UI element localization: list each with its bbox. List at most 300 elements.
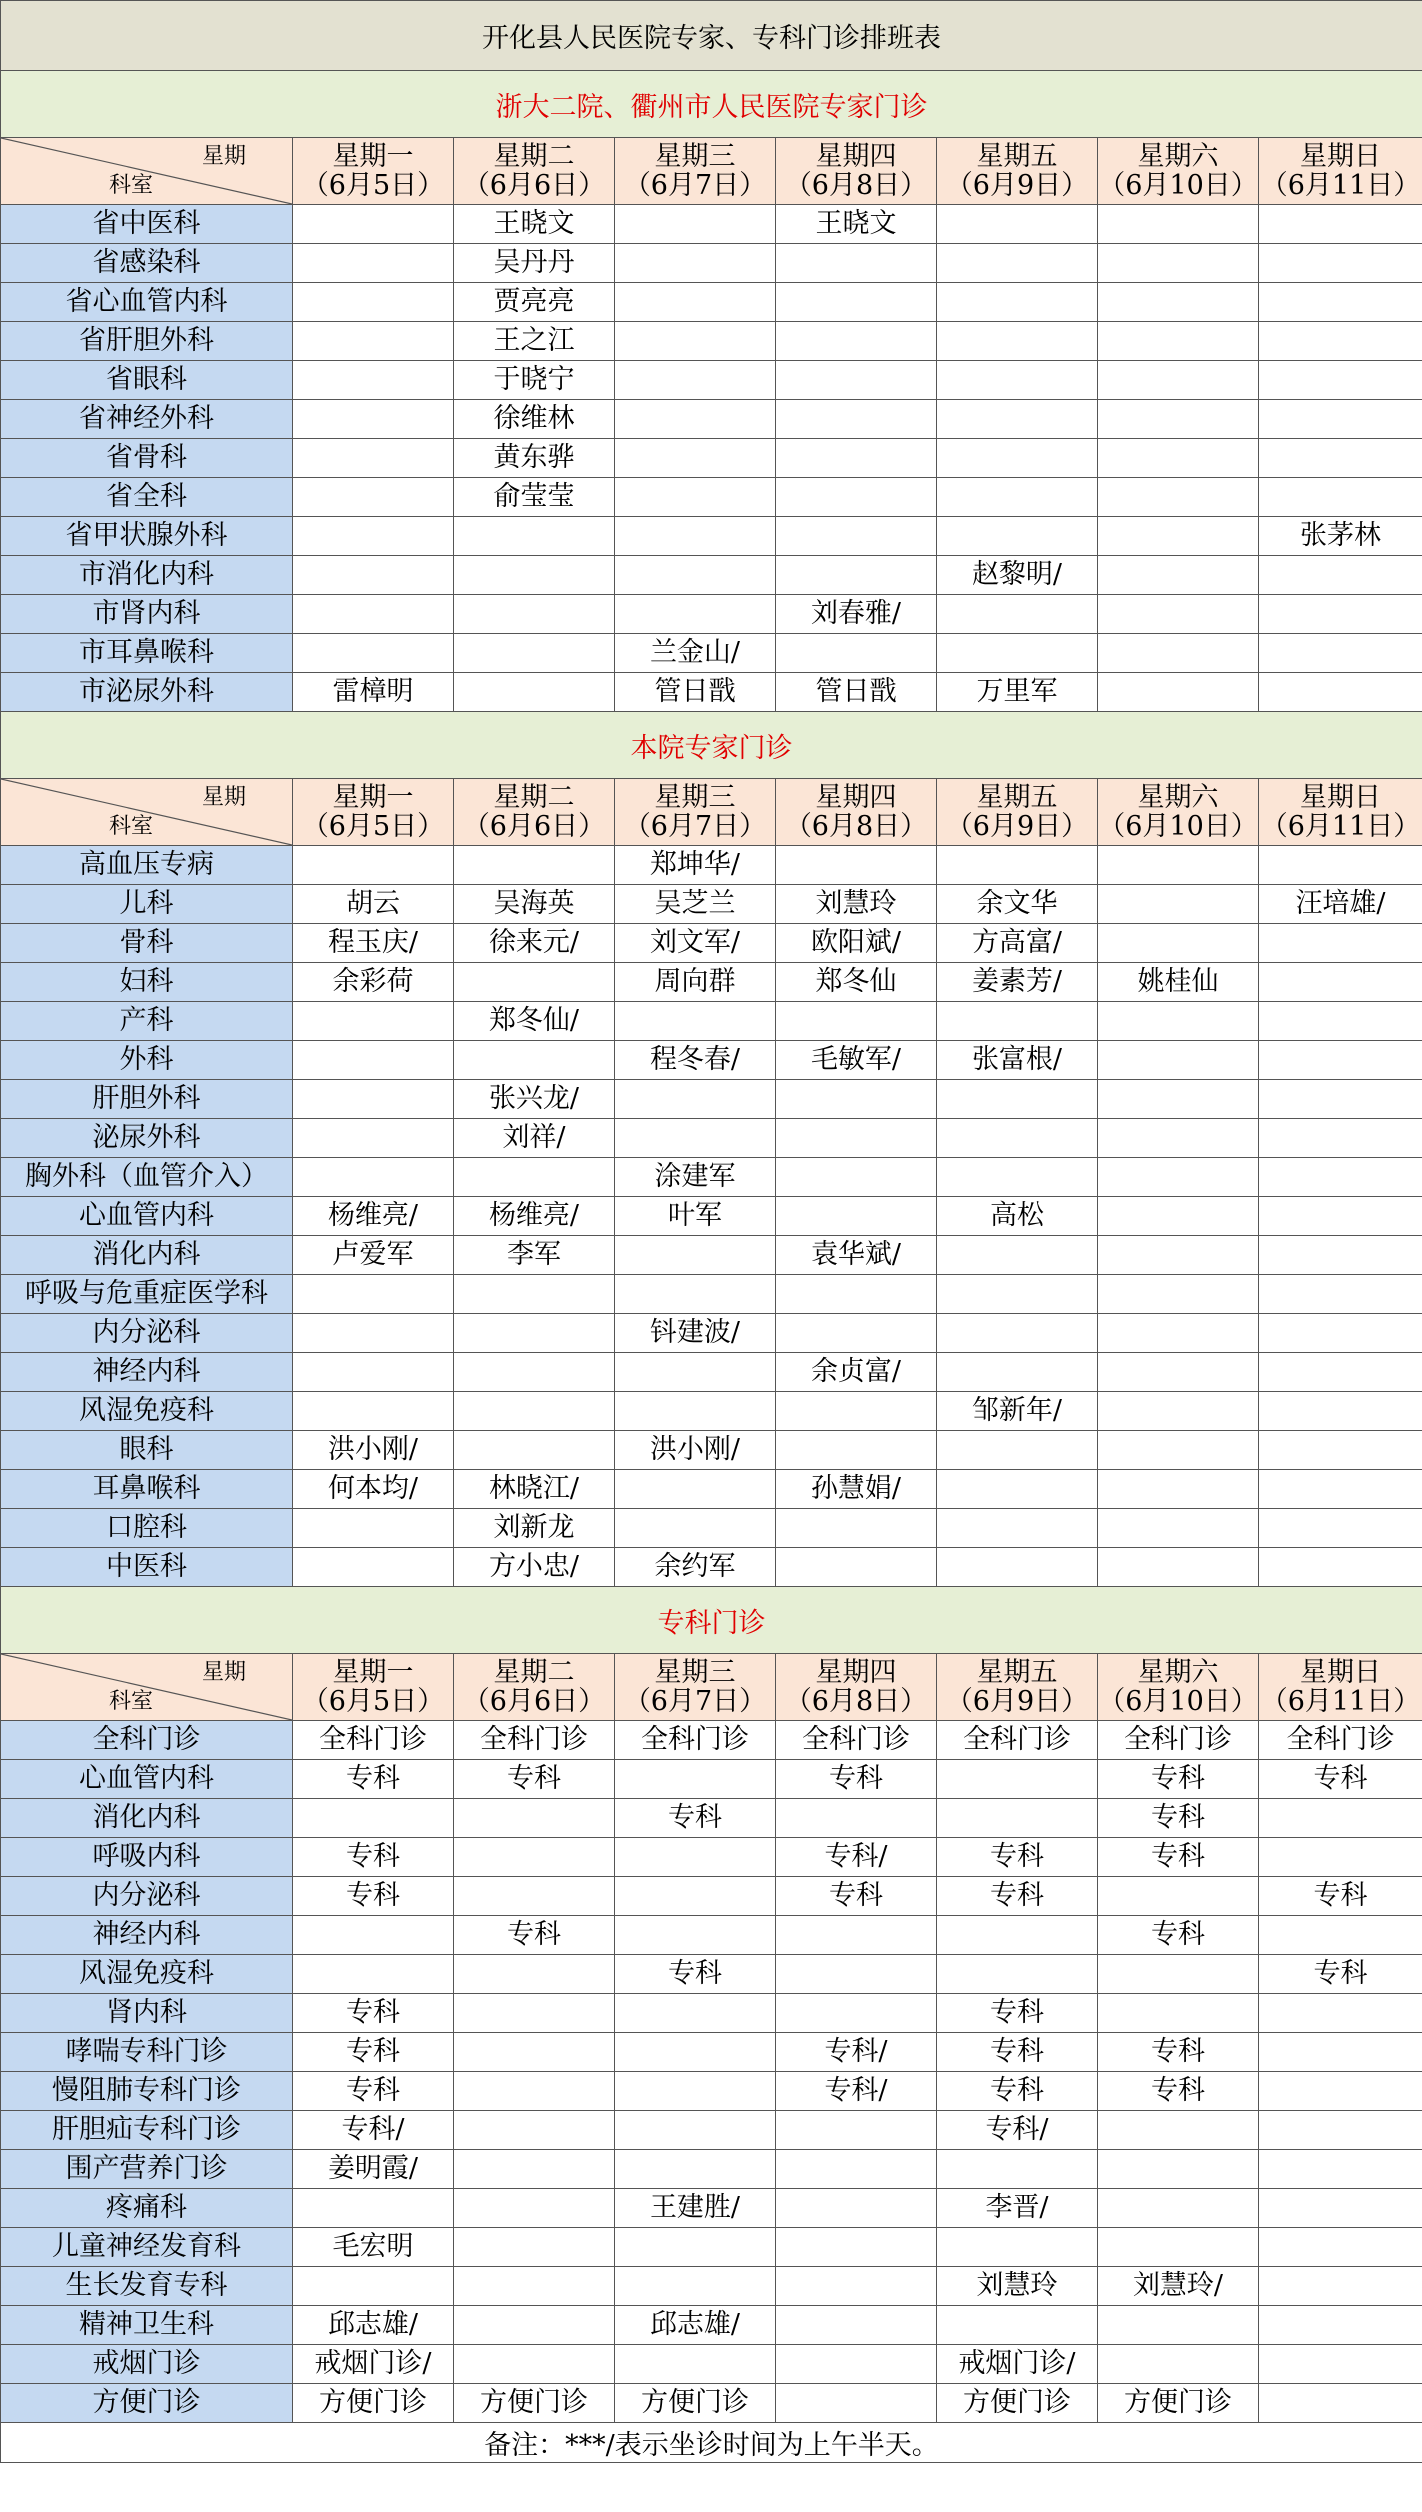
schedule-cell — [454, 1158, 615, 1197]
schedule-cell — [776, 2189, 937, 2228]
schedule-cell — [454, 2150, 615, 2189]
schedule-cell — [454, 1955, 615, 1994]
schedule-cell: 全科门诊 — [454, 1721, 615, 1760]
schedule-cell: 邱志雄/ — [293, 2306, 454, 2345]
schedule-cell — [454, 634, 615, 673]
schedule-cell: 全科门诊 — [776, 1721, 937, 1760]
schedule-cell: 专科 — [1259, 1955, 1422, 1994]
schedule-cell: 姜素芳/ — [937, 963, 1098, 1002]
schedule-cell — [454, 1877, 615, 1916]
schedule-cell: 专科 — [1259, 1760, 1422, 1799]
schedule-cell — [1098, 1314, 1259, 1353]
schedule-cell: 方便门诊 — [937, 2384, 1098, 2423]
schedule-cell — [1259, 439, 1422, 478]
schedule-cell — [293, 1314, 454, 1353]
schedule-cell — [615, 2345, 776, 2384]
schedule-cell: 方便门诊 — [454, 2384, 615, 2423]
schedule-cell: 专科/ — [776, 2033, 937, 2072]
schedule-cell: 余文华 — [937, 885, 1098, 924]
schedule-cell — [776, 244, 937, 283]
schedule-cell — [776, 361, 937, 400]
day-header — [615, 1654, 776, 1721]
schedule-cell — [1098, 1041, 1259, 1080]
dept-cell: 省肝胆外科 — [1, 322, 293, 361]
day-header — [1098, 138, 1259, 205]
schedule-cell: 徐来元/ — [454, 924, 615, 963]
dept-cell: 中医科 — [1, 1548, 293, 1587]
schedule-cell — [776, 1158, 937, 1197]
schedule-cell: 专科/ — [293, 2111, 454, 2150]
schedule-cell: 戒烟门诊/ — [293, 2345, 454, 2384]
schedule-cell — [776, 517, 937, 556]
table-row — [1, 2345, 1422, 2384]
day-header — [937, 779, 1098, 846]
schedule-cell: 姚桂仙 — [1098, 963, 1259, 1002]
schedule-cell — [293, 244, 454, 283]
dept-cell: 妇科 — [1, 963, 293, 1002]
schedule-cell: 专科 — [454, 1760, 615, 1799]
schedule-cell — [615, 439, 776, 478]
day-name: 星期三 — [654, 782, 736, 813]
table-row — [1, 2228, 1422, 2267]
day-name: 星期日 — [1300, 141, 1381, 172]
schedule-cell — [1098, 1877, 1259, 1916]
schedule-cell — [937, 283, 1098, 322]
day-name: 星期五 — [976, 1657, 1058, 1688]
schedule-cell — [776, 322, 937, 361]
dept-cell: 心血管内科 — [1, 1197, 293, 1236]
schedule-cell — [1098, 673, 1259, 712]
table-row — [1, 595, 1422, 634]
schedule-cell — [1259, 924, 1422, 963]
schedule-cell: 高松 — [937, 1197, 1098, 1236]
schedule-cell — [1098, 1158, 1259, 1197]
table-row — [1, 963, 1422, 1002]
schedule-cell — [615, 1877, 776, 1916]
dept-cell: 省眼科 — [1, 361, 293, 400]
schedule-cell — [293, 2189, 454, 2228]
schedule-cell — [1259, 361, 1422, 400]
schedule-cell — [293, 1955, 454, 1994]
schedule-cell — [293, 846, 454, 885]
day-header — [776, 779, 937, 846]
schedule-cell — [1259, 1838, 1422, 1877]
dept-cell: 儿科 — [1, 885, 293, 924]
dept-cell: 精神卫生科 — [1, 2306, 293, 2345]
schedule-cell — [937, 2228, 1098, 2267]
table-row — [1, 244, 1422, 283]
schedule-cell — [1098, 1197, 1259, 1236]
schedule-cell — [1259, 1041, 1422, 1080]
schedule-cell — [776, 634, 937, 673]
dept-cell: 消化内科 — [1, 1236, 293, 1275]
corner-weekday-label: 星期 — [201, 785, 246, 810]
schedule-cell — [293, 205, 454, 244]
dept-cell: 胸外科（血管介入） — [1, 1158, 293, 1197]
schedule-cell: 刘慧玲 — [776, 885, 937, 924]
schedule-cell — [776, 1002, 937, 1041]
schedule-cell — [1259, 963, 1422, 1002]
dept-cell: 省中医科 — [1, 205, 293, 244]
corner-dept-label: 科室 — [109, 814, 154, 839]
schedule-cell — [293, 1002, 454, 1041]
day-date: （6月11日） — [1260, 170, 1421, 201]
dept-cell: 肾内科 — [1, 1994, 293, 2033]
schedule-cell — [615, 556, 776, 595]
schedule-cell: 余彩荷 — [293, 963, 454, 1002]
schedule-cell: 杨维亮/ — [293, 1197, 454, 1236]
schedule-cell — [776, 1509, 937, 1548]
schedule-cell — [1098, 1548, 1259, 1587]
header-row — [1, 1654, 1422, 1721]
schedule-cell — [454, 1994, 615, 2033]
day-name: 星期二 — [493, 141, 575, 172]
schedule-cell — [937, 439, 1098, 478]
schedule-cell — [937, 400, 1098, 439]
schedule-cell: 何本均/ — [293, 1470, 454, 1509]
dept-cell: 神经内科 — [1, 1916, 293, 1955]
day-name: 星期一 — [332, 782, 414, 813]
schedule-cell: 专科 — [293, 1994, 454, 2033]
schedule-cell — [776, 1275, 937, 1314]
schedule-cell — [293, 400, 454, 439]
table-row — [1, 1877, 1422, 1916]
day-date: （6月10日） — [1098, 170, 1258, 201]
table-row — [1, 2111, 1422, 2150]
schedule-cell: 余贞富/ — [776, 1353, 937, 1392]
dept-cell: 骨科 — [1, 924, 293, 963]
schedule-cell: 专科/ — [937, 2111, 1098, 2150]
schedule-cell: 邱志雄/ — [615, 2306, 776, 2345]
dept-cell: 产科 — [1, 1002, 293, 1041]
schedule-cell — [454, 1392, 615, 1431]
table-row — [1, 517, 1422, 556]
day-header — [293, 1654, 454, 1721]
table-row — [1, 1721, 1422, 1760]
schedule-cell — [615, 1080, 776, 1119]
schedule-cell — [615, 2111, 776, 2150]
schedule-cell — [937, 1002, 1098, 1041]
day-name: 星期四 — [815, 1657, 897, 1688]
schedule-cell — [293, 1158, 454, 1197]
table-row — [1, 924, 1422, 963]
schedule-cell — [454, 963, 615, 1002]
dept-cell: 泌尿外科 — [1, 1119, 293, 1158]
schedule-cell — [1259, 1197, 1422, 1236]
table-row — [1, 1916, 1422, 1955]
schedule-cell: 兰金山/ — [615, 634, 776, 673]
schedule-cell: 张富根/ — [937, 1041, 1098, 1080]
schedule-cell: 汪培雄/ — [1259, 885, 1422, 924]
table-row — [1, 1548, 1422, 1587]
schedule-cell: 王之江 — [454, 322, 615, 361]
schedule-cell — [293, 1548, 454, 1587]
day-header — [937, 1654, 1098, 1721]
schedule-cell: 管日戬 — [776, 673, 937, 712]
day-header — [1259, 1654, 1422, 1721]
schedule-cell — [776, 439, 937, 478]
schedule-cell — [615, 361, 776, 400]
schedule-cell — [615, 2033, 776, 2072]
schedule-cell: 专科 — [937, 1994, 1098, 2033]
schedule-cell: 专科 — [937, 1838, 1098, 1877]
schedule-cell: 专科 — [776, 1877, 937, 1916]
day-name: 星期二 — [493, 1657, 575, 1688]
dept-cell: 内分泌科 — [1, 1877, 293, 1916]
dept-cell: 慢阻肺专科门诊 — [1, 2072, 293, 2111]
table-row — [1, 322, 1422, 361]
schedule-cell — [1098, 439, 1259, 478]
schedule-cell — [1259, 1431, 1422, 1470]
dept-cell: 疼痛科 — [1, 2189, 293, 2228]
dept-cell: 省感染科 — [1, 244, 293, 283]
corner-cell — [1, 138, 293, 205]
day-date: （6月10日） — [1098, 1686, 1258, 1717]
schedule-cell — [615, 2228, 776, 2267]
day-date: （6月6日） — [462, 1686, 606, 1717]
day-date: （6月11日） — [1260, 811, 1421, 842]
schedule-cell: 刘慧玲 — [937, 2267, 1098, 2306]
dept-cell: 省神经外科 — [1, 400, 293, 439]
day-header — [937, 138, 1098, 205]
schedule-cell — [937, 634, 1098, 673]
section-title-row — [1, 1587, 1422, 1654]
schedule-cell — [937, 1509, 1098, 1548]
day-date: （6月6日） — [462, 170, 606, 201]
schedule-cell — [776, 1916, 937, 1955]
schedule-cell — [776, 1548, 937, 1587]
footnote: 备注：***/表示坐诊时间为上午半天。 — [1, 2423, 1422, 2463]
schedule-cell: 刘新龙 — [454, 1509, 615, 1548]
schedule-cell — [937, 1275, 1098, 1314]
schedule-cell: 王晓文 — [454, 205, 615, 244]
table-row — [1, 1080, 1422, 1119]
schedule-cell — [1259, 595, 1422, 634]
schedule-cell: 洪小刚/ — [615, 1431, 776, 1470]
schedule-cell: 全科门诊 — [937, 1721, 1098, 1760]
table-row — [1, 556, 1422, 595]
table-row — [1, 1353, 1422, 1392]
dept-cell: 全科门诊 — [1, 1721, 293, 1760]
section-title-row — [1, 712, 1422, 779]
schedule-cell — [776, 2306, 937, 2345]
day-name: 星期一 — [332, 141, 414, 172]
day-header — [293, 138, 454, 205]
schedule-cell — [1098, 1955, 1259, 1994]
dept-cell: 省心血管内科 — [1, 283, 293, 322]
day-date: （6月8日） — [784, 1686, 928, 1717]
schedule-cell — [1098, 1509, 1259, 1548]
schedule-cell — [776, 283, 937, 322]
schedule-cell — [615, 1275, 776, 1314]
schedule-cell — [937, 1799, 1098, 1838]
schedule-cell — [615, 1994, 776, 2033]
schedule-cell — [1259, 1119, 1422, 1158]
schedule-cell — [454, 1799, 615, 1838]
schedule-cell: 袁华斌/ — [776, 1236, 937, 1275]
schedule-cell — [615, 1760, 776, 1799]
schedule-cell: 全科门诊 — [293, 1721, 454, 1760]
day-name: 星期六 — [1137, 782, 1219, 813]
schedule-cell: 郑坤华/ — [615, 846, 776, 885]
dept-cell: 神经内科 — [1, 1353, 293, 1392]
schedule-cell — [1259, 2111, 1422, 2150]
schedule-cell: 毛敏军/ — [776, 1041, 937, 1080]
dept-cell: 呼吸内科 — [1, 1838, 293, 1877]
schedule-cell — [776, 1080, 937, 1119]
schedule-cell — [937, 2150, 1098, 2189]
schedule-cell — [1098, 244, 1259, 283]
schedule-cell — [454, 1431, 615, 1470]
table-row — [1, 283, 1422, 322]
section-title: 专科门诊 — [1, 1587, 1422, 1654]
dept-cell: 省骨科 — [1, 439, 293, 478]
schedule-cell — [937, 244, 1098, 283]
schedule-cell — [1259, 1799, 1422, 1838]
schedule-cell — [937, 1080, 1098, 1119]
day-date: （6月7日） — [623, 170, 767, 201]
schedule-cell: 姜明霞/ — [293, 2150, 454, 2189]
table-row — [1, 1994, 1422, 2033]
schedule-cell — [1259, 1236, 1422, 1275]
day-date: （6月6日） — [462, 811, 606, 842]
schedule-cell — [615, 1002, 776, 1041]
section-title: 本院专家门诊 — [1, 712, 1422, 779]
schedule-cell: 余约军 — [615, 1548, 776, 1587]
table-row — [1, 2189, 1422, 2228]
schedule-cell — [1259, 1275, 1422, 1314]
dept-cell: 肝胆疝专科门诊 — [1, 2111, 293, 2150]
schedule-cell: 林晓江/ — [454, 1470, 615, 1509]
day-date: （6月8日） — [784, 170, 928, 201]
dept-cell: 肝胆外科 — [1, 1080, 293, 1119]
table-row — [1, 439, 1422, 478]
schedule-cell — [1259, 1353, 1422, 1392]
schedule-cell — [1098, 1275, 1259, 1314]
day-name: 星期日 — [1300, 782, 1381, 813]
schedule-cell — [776, 1955, 937, 1994]
day-name: 星期二 — [493, 782, 575, 813]
schedule-cell — [454, 2228, 615, 2267]
schedule-cell — [293, 1916, 454, 1955]
day-name: 星期五 — [976, 782, 1058, 813]
table-row — [1, 1119, 1422, 1158]
schedule-cell — [615, 1119, 776, 1158]
table-row — [1, 2033, 1422, 2072]
dept-cell: 儿童神经发育科 — [1, 2228, 293, 2267]
schedule-cell: 吴海英 — [454, 885, 615, 924]
table-row — [1, 1955, 1422, 1994]
header-row — [1, 138, 1422, 205]
schedule-cell — [937, 2306, 1098, 2345]
table-row — [1, 1392, 1422, 1431]
schedule-cell: 徐维林 — [454, 400, 615, 439]
dept-cell: 市泌尿外科 — [1, 673, 293, 712]
schedule-cell — [454, 1314, 615, 1353]
day-header — [776, 138, 937, 205]
schedule-cell — [937, 1470, 1098, 1509]
dept-cell: 心血管内科 — [1, 1760, 293, 1799]
dept-cell: 高血压专病 — [1, 846, 293, 885]
schedule-cell: 程冬春/ — [615, 1041, 776, 1080]
schedule-cell — [1098, 322, 1259, 361]
schedule-cell — [937, 1916, 1098, 1955]
table-row — [1, 1158, 1422, 1197]
corner-dept-label: 科室 — [109, 173, 154, 198]
schedule-cell: 钭建波/ — [615, 1314, 776, 1353]
table-row — [1, 1470, 1422, 1509]
schedule-cell — [293, 634, 454, 673]
schedule-cell — [1259, 1080, 1422, 1119]
schedule-cell — [293, 1080, 454, 1119]
schedule-cell — [1259, 2267, 1422, 2306]
schedule-cell: 管日戬 — [615, 673, 776, 712]
schedule-cell — [937, 478, 1098, 517]
schedule-cell: 张兴龙/ — [454, 1080, 615, 1119]
table-row — [1, 846, 1422, 885]
day-header — [1098, 1654, 1259, 1721]
day-header — [293, 779, 454, 846]
schedule-cell — [1259, 1314, 1422, 1353]
day-header — [454, 138, 615, 205]
schedule-cell: 专科 — [293, 1760, 454, 1799]
table-row — [1, 1275, 1422, 1314]
day-date: （6月9日） — [945, 811, 1089, 842]
schedule-cell: 卢爱军 — [293, 1236, 454, 1275]
schedule-cell: 欧阳斌/ — [776, 924, 937, 963]
dept-cell: 内分泌科 — [1, 1314, 293, 1353]
schedule-cell — [937, 1353, 1098, 1392]
schedule-cell: 专科 — [1098, 1799, 1259, 1838]
table-row — [1, 205, 1422, 244]
schedule-cell: 专科 — [293, 2072, 454, 2111]
schedule-cell — [615, 1392, 776, 1431]
schedule-cell — [937, 1760, 1098, 1799]
schedule-cell: 郑冬仙 — [776, 963, 937, 1002]
schedule-cell: 程玉庆/ — [293, 924, 454, 963]
schedule-cell — [937, 846, 1098, 885]
schedule-cell — [1098, 2189, 1259, 2228]
schedule-cell: 专科/ — [776, 2072, 937, 2111]
day-date: （6月9日） — [945, 1686, 1089, 1717]
schedule-cell — [293, 1275, 454, 1314]
table-row — [1, 1431, 1422, 1470]
schedule-cell — [293, 361, 454, 400]
schedule-cell: 专科 — [454, 1916, 615, 1955]
table-row — [1, 885, 1422, 924]
schedule-cell — [454, 2267, 615, 2306]
schedule-cell — [1098, 1002, 1259, 1041]
schedule-cell: 刘祥/ — [454, 1119, 615, 1158]
schedule-cell: 专科 — [1098, 2072, 1259, 2111]
dept-cell: 风湿免疫科 — [1, 1392, 293, 1431]
schedule-cell — [776, 556, 937, 595]
schedule-cell — [776, 2150, 937, 2189]
schedule-cell — [776, 2228, 937, 2267]
schedule-cell — [937, 595, 1098, 634]
schedule-cell: 于晓宁 — [454, 361, 615, 400]
schedule-cell — [1259, 556, 1422, 595]
schedule-cell: 专科 — [1098, 2033, 1259, 2072]
schedule-cell — [454, 1353, 615, 1392]
schedule-cell — [1098, 1392, 1259, 1431]
schedule-cell — [937, 361, 1098, 400]
schedule-cell — [1259, 1548, 1422, 1587]
schedule-cell: 方小忠/ — [454, 1548, 615, 1587]
schedule-cell: 专科 — [937, 1877, 1098, 1916]
schedule-cell — [937, 517, 1098, 556]
schedule-cell — [1259, 322, 1422, 361]
